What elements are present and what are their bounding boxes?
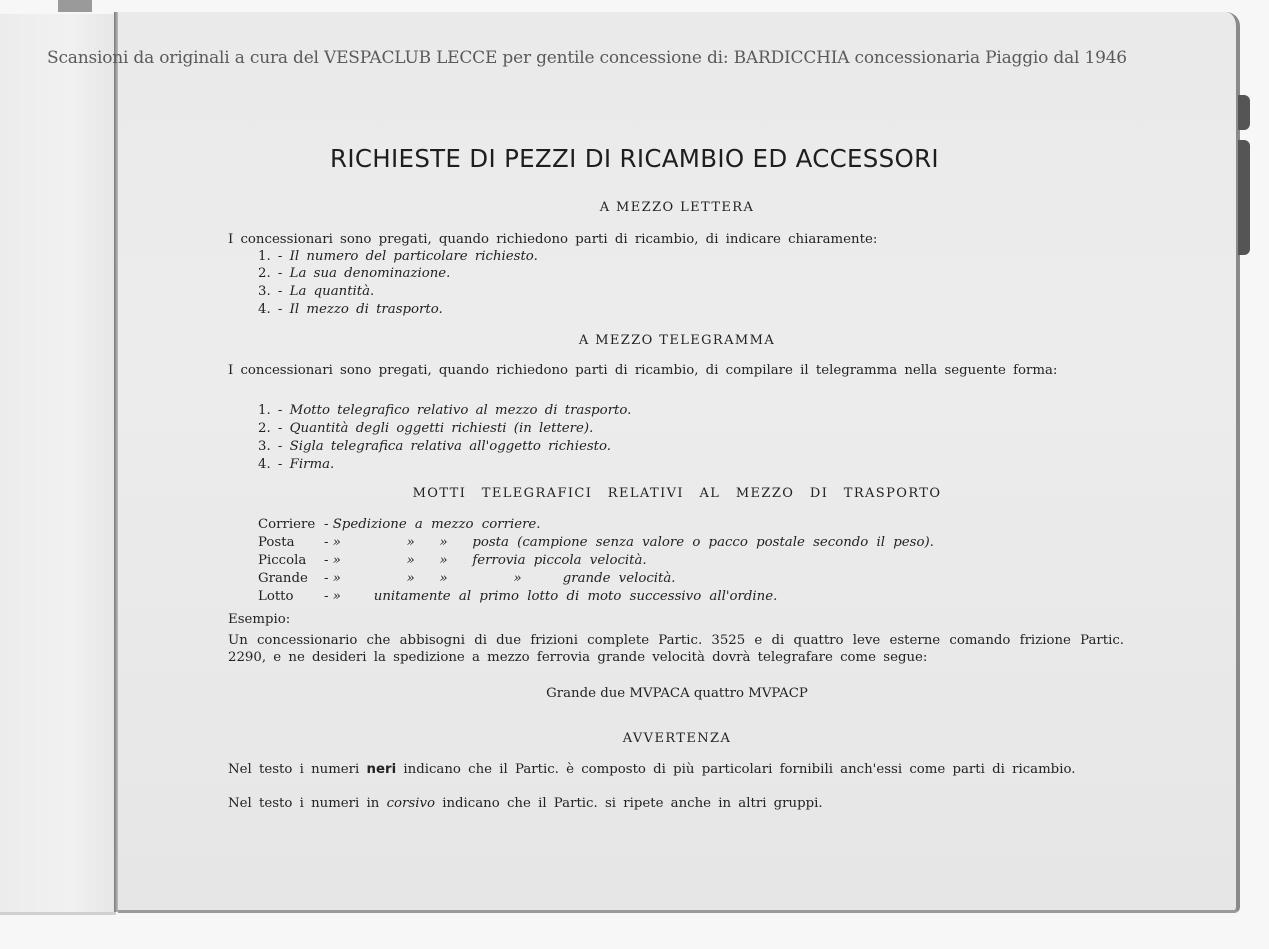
motto-key: Corriere <box>258 517 316 532</box>
list-item <box>258 421 593 436</box>
list-item <box>258 249 538 264</box>
list-text: La sua denominazione. <box>289 266 451 281</box>
telegramma-intro: I concessionari sono pregati, quando richiedono parti di ricambio, di compilare il telegramma nella seguente forma: <box>228 363 1058 378</box>
motto-row <box>258 589 777 604</box>
motto-dash: - <box>324 517 329 532</box>
motto-row <box>258 553 647 568</box>
section-heading-avvertenza: AVVERTENZA <box>622 731 732 746</box>
bold-word: neri <box>366 762 397 777</box>
text: Nel testo i numeri in <box>228 796 380 811</box>
list-text: Motto telegrafico relativo al mezzo di trasporto. <box>289 403 632 418</box>
avvertenza-line-2 <box>228 796 1124 813</box>
section-heading-lettera: A MEZZO LETTERA <box>599 200 755 215</box>
list-text: Sigla telegrafica relativa all'oggetto richiesto. <box>289 439 612 454</box>
list-item <box>258 403 631 418</box>
motto-key: Lotto <box>258 589 294 604</box>
motto-dash: - <box>324 553 329 568</box>
index-tab <box>1238 95 1250 130</box>
section-heading-telegramma: A MEZZO TELEGRAMMA <box>578 333 776 348</box>
list-text: Il numero del particolare richiesto. <box>289 249 538 264</box>
list-text: La quantità. <box>289 284 375 299</box>
scan-watermark: Scansioni da originali a cura del VESPACLUB LECCE per gentile concessione di: BARDICCHIA concessionaria Piaggio dal 1946 <box>47 48 1127 68</box>
motto-dash: - <box>324 589 329 604</box>
italic-word: corsivo <box>386 796 435 811</box>
text: Nel testo i numeri <box>228 762 360 777</box>
motto-row <box>258 571 676 586</box>
motto-row <box>258 535 934 550</box>
text: indicano che il Partic. si ripete anche in altri gruppi. <box>442 796 823 811</box>
page-tab-mark <box>58 0 92 12</box>
esempio-label: Esempio: <box>228 612 291 627</box>
list-number: 3. - <box>258 439 283 454</box>
list-number: 4. - <box>258 302 283 317</box>
motto-text: » » » posta (campione senza valore o pacco postale secondo il peso). <box>332 535 934 550</box>
text: indicano che il Partic. è composto di più particolari fornibili anch'essi come parti di ricambio. <box>403 762 1076 777</box>
list-number: 3. - <box>258 284 283 299</box>
list-text: Quantità degli oggetti richiesti (in lettere). <box>289 421 594 436</box>
list-number: 1. - <box>258 403 283 418</box>
motto-row <box>258 517 541 532</box>
list-item <box>258 439 611 454</box>
motto-text: » » » » grande velocità. <box>332 571 676 586</box>
motto-key: Grande <box>258 571 308 586</box>
section-heading-motti: MOTTI TELEGRAFICI RELATIVI AL MEZZO DI TRASPORTO <box>412 486 942 501</box>
motto-dash: - <box>324 535 329 550</box>
page-title: RICHIESTE DI PEZZI DI RICAMBIO ED ACCESSORI <box>330 144 939 173</box>
motto-dash: - <box>324 571 329 586</box>
list-item <box>258 266 450 281</box>
lettera-intro: I concessionari sono pregati, quando richiedono parti di ricambio, di indicare chiaramente: <box>228 232 878 247</box>
list-text: Il mezzo di trasporto. <box>289 302 443 317</box>
motto-key: Posta <box>258 535 295 550</box>
list-item <box>258 457 334 472</box>
list-item <box>258 284 374 299</box>
list-item <box>258 302 443 317</box>
list-number: 1. - <box>258 249 283 264</box>
motto-text: Spedizione a mezzo corriere. <box>332 517 541 532</box>
motto-key: Piccola <box>258 553 307 568</box>
motto-text: » unitamente al primo lotto di moto successivo all'ordine. <box>332 589 778 604</box>
avvertenza-line-1 <box>228 762 1124 779</box>
list-text: Firma. <box>289 457 335 472</box>
list-number: 2. - <box>258 421 283 436</box>
list-number: 4. - <box>258 457 283 472</box>
motto-text: » » » ferrovia piccola velocità. <box>332 553 647 568</box>
list-number: 2. - <box>258 266 283 281</box>
esempio-text: Un concessionario che abbisogni di due frizioni complete Partic. 3525 e di quattro leve esterne comando frizione Partic. 2290, e ne desideri la spedizione a mezzo ferrovia grande velocità dovrà telegrafare come segue: <box>228 633 1124 665</box>
esempio-telegram: Grande due MVPACA quattro MVPACP <box>546 686 808 701</box>
